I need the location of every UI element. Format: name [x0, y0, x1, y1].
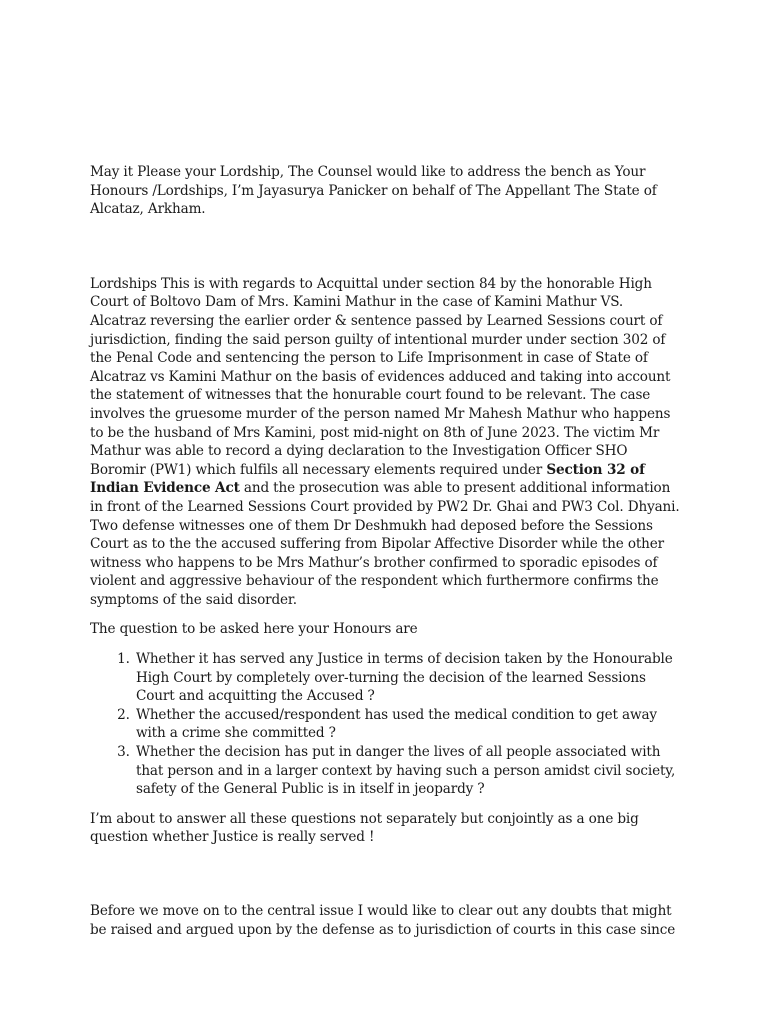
question-item-1: 1. Whether it has served any Justice in terms of decision taken by the Honourable High Court by completely over-turning the decision of the learned Sessions Court and acquitting the Accused ? [134, 650, 680, 706]
statute-reference: Section 32 of Indian Evidence Act [90, 461, 645, 497]
facts-paragraph [90, 275, 680, 610]
facts-text-part-1: Lordships This is with regards to Acquittal under section 84 by the honorable High Court of Boltovo Dam of Mrs. Kamini Mathur in the case of Kamini Mathur VS. Alcatraz reversing the earlier order & sentence passed by Learned Sessions court of jurisdiction, finding the said person guilty of intentional murder under section 302 of the Penal Code and sentencing the person to Life Imprisonment in case of State of Alcatraz vs Kamini Mathur on the basis of evidences adduced and taking into account the statement of witnesses that the honurable court found to be relevant. The case involves the gruesome murder of the person named Mr Mahesh Mathur who happens to be the husband of Mrs Kamini, post mid-night on 8th of June 2023. The victim Mr Mathur was able to record a dying declaration to the Investigation Officer SHO Boromir (PW1) which fulfils all necessary elements required under [90, 275, 671, 478]
closing-paragraph: Before we move on to the central issue I would like to clear out any doubts that might be raised and argued upon by the defense as to jurisdiction of courts in this case since [90, 903, 676, 938]
document-page [90, 163, 680, 939]
intro-paragraph: May it Please your Lordship, The Counsel would like to address the bench as Your Honours /Lordships, I’m Jayasurya Panicker on behalf of The Appellant The State of Alcataz, Arkham. [90, 164, 657, 218]
answer-paragraph: I’m about to answer all these questions not separately but conjointly as a one big question whether Justice is really served ! [90, 810, 639, 846]
question-item-3: 3. Whether the decision has put in danger the lives of all people associated with that person and in a larger context by having such a person amidst civil society, safety of the General Public is in itself in jeopardy ? [134, 743, 680, 799]
question-item-2: 2. Whether the accused/respondent has used the medical condition to get away with a crime she committed ? [134, 706, 680, 743]
facts-text-part-2: and the prosecution was able to present additional information in front of the Learned Sessions Court provided by PW2 Dr. Ghai and PW3 Col. Dhyani. Two defense witnesses one of them Dr Deshmukh had deposed before the Sessions Court as to the the accused suffering from Bipolar Affective Disorder while the other witness who happens to be Mrs Mathur’s brother confirmed to sporadic episodes of violent and aggressive behaviour of the respondent which furthermore confirms the symptoms of the said disorder. [90, 480, 680, 608]
questions-list [90, 650, 680, 799]
question-intro: The question to be asked here your Honours are [90, 621, 418, 638]
